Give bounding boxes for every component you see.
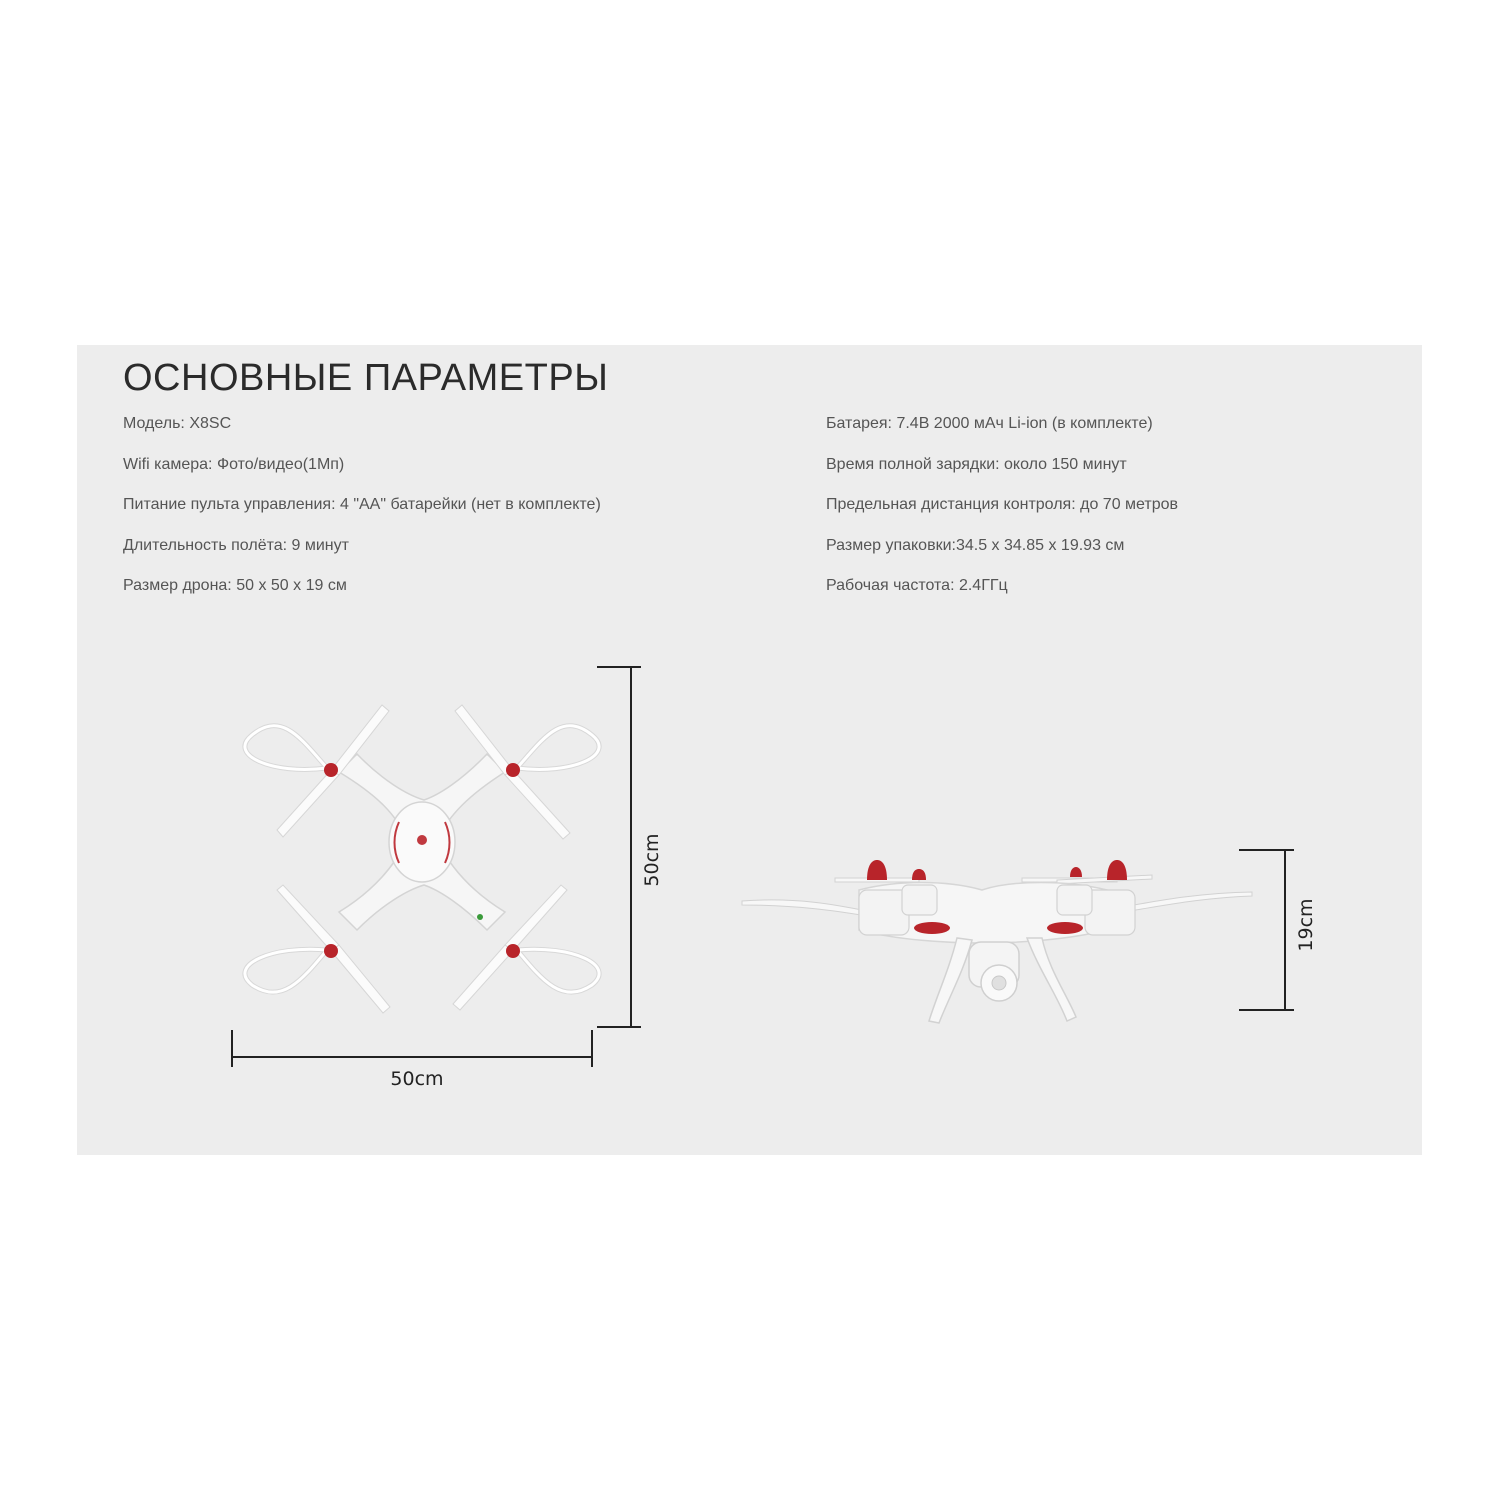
width-dimension-label: 50cm: [390, 1068, 444, 1090]
height-dimension-label: 50cm: [641, 833, 663, 887]
section-title: ОСНОВНЫЕ ПАРАМЕТРЫ: [123, 357, 609, 399]
spec-model: Модель: X8SC: [123, 415, 232, 432]
side-height-dimension-line: [1239, 850, 1294, 1010]
drone-side-view: [742, 860, 1252, 1023]
spec-battery: Батарея: 7.4В 2000 мАч Li-ion (в комплекте): [826, 415, 1153, 432]
drone-top-view: [245, 705, 599, 1013]
spec-flight-time: Длительность полёта: 9 минут: [123, 537, 349, 554]
spec-drone-size: Размер дрона: 50 х 50 х 19 см: [123, 577, 347, 594]
spec-package-size: Размер упаковки:34.5 х 34.85 х 19.93 см: [826, 537, 1125, 554]
side-height-dimension-label: 19cm: [1295, 898, 1317, 952]
specs-panel: [77, 345, 1422, 1155]
spec-control-range: Предельная дистанция контроля: до 70 метров: [826, 496, 1179, 513]
spec-charge-time: Время полной зарядки: около 150 минут: [826, 456, 1127, 473]
spec-remote-power: Питание пульта управления: 4 "АА" батарейки (нет в комплекте): [123, 496, 601, 513]
width-dimension-line: [232, 1030, 592, 1067]
spec-camera: Wifi камера: Фото/видео(1Мп): [123, 456, 345, 473]
height-dimension-line: [597, 667, 641, 1027]
drone-dimensions-figure: [77, 345, 1422, 1155]
spec-frequency: Рабочая частота: 2.4ГГц: [826, 577, 1008, 594]
